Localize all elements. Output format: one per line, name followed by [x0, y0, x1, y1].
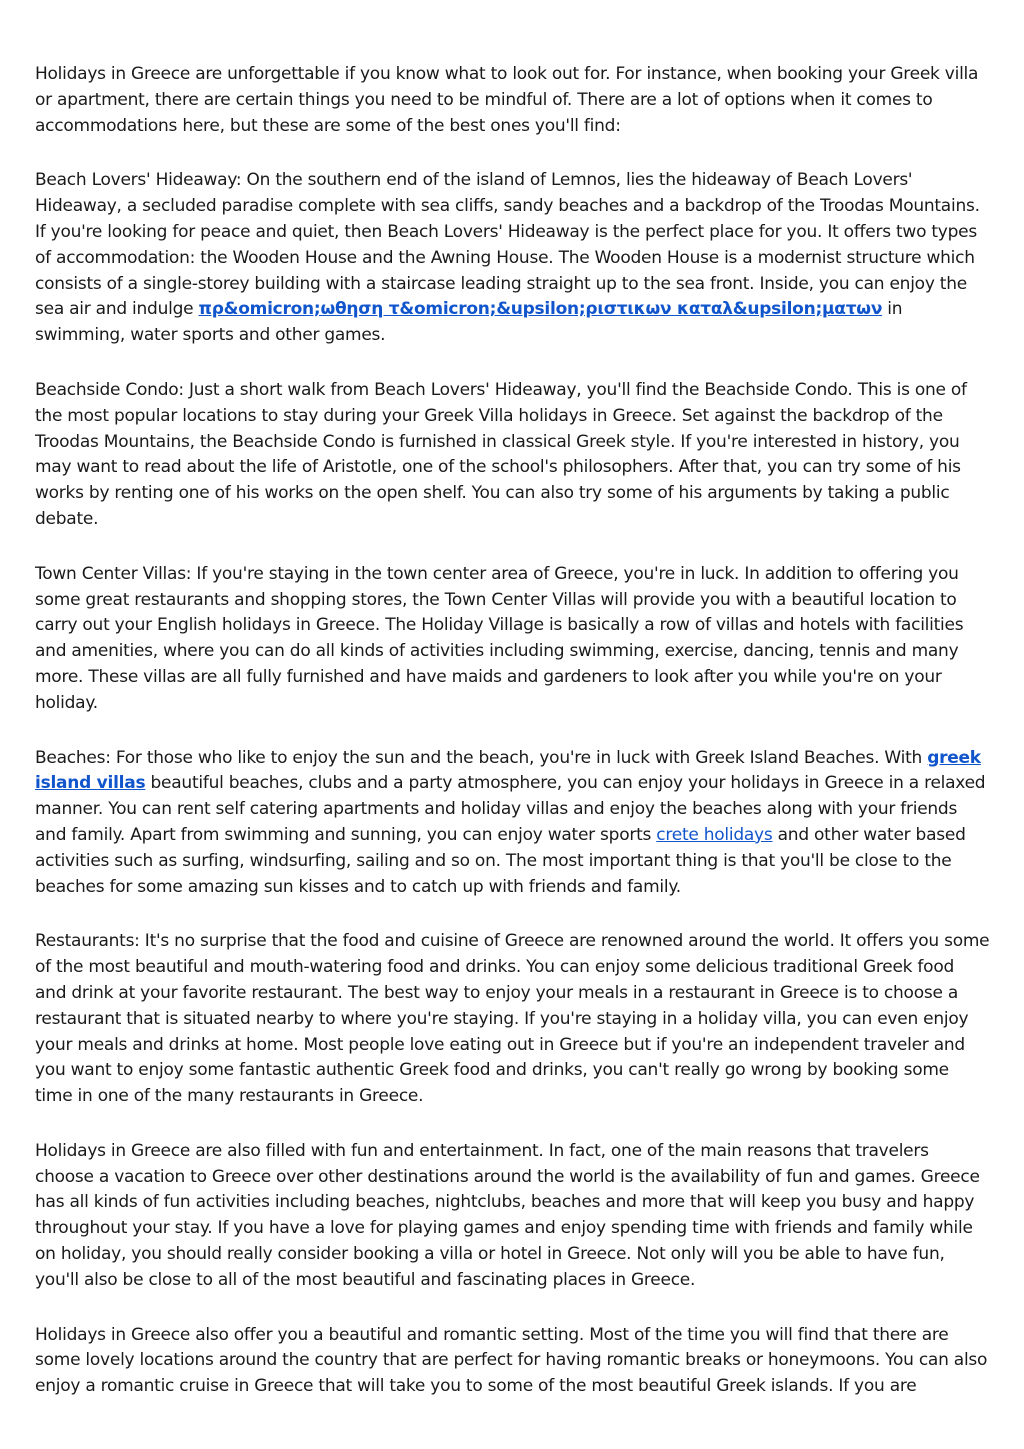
paragraph-text: beautiful beaches, clubs and a party atmosphere, you can enjoy your holidays in Greece in a relaxed manner. You can rent self catering apartments and holiday villas and enjoy the beaches along with your friends and family. Apart from swimming and sunning, you can enjoy water sports	[35, 773, 986, 845]
fun-entertainment-paragraph: Holidays in Greece are also filled with fun and entertainment. In fact, one of the main reasons that travelers choose a vacation to Greece over other destinations around the world is the availability of fun and games. Greece has all kinds of fun activities including beaches, nightclubs, beaches and more that will keep you busy and happy throughout your stay. If you have a love for playing games and enjoy spending time with friends and family while on holiday, you should really consider booking a villa or hotel in Greece. Not only will you be able to have fun, you'll also be close to all of the most beautiful and fascinating places in Greece.	[35, 1140, 980, 1290]
greek-tourism-link[interactable]: πρ&omicron;ωθηση τ&omicron;&upsilon;ριστικων καταλ&upsilon;ματων	[198, 299, 883, 320]
crete-holidays-link[interactable]: crete holidays	[656, 824, 773, 845]
greek-island-villas-link[interactable]: greek island villas	[35, 747, 981, 794]
paragraph-text: in swimming, water sports and other games.	[35, 299, 903, 346]
paragraph-text: Beaches: For those who like to enjoy the sun and the beach, you're in luck with Greek Island Beaches. With	[35, 747, 928, 768]
romantic-setting-paragraph: Holidays in Greece also offer you a beautiful and romantic setting. Most of the time you will find that there are some lovely locations around the country that are perfect for having romantic breaks or honeymoons. You can also enjoy a romantic cruise in Greece that will take you to some of the most beautiful Greek islands. If you are	[35, 1324, 988, 1397]
beaches-paragraph	[35, 746, 990, 901]
town-center-villas-paragraph: Town Center Villas: If you're staying in the town center area of Greece, you're in luck. In addition to offering you some great restaurants and shopping stores, the Town Center Villas will provide you with a beautiful location to carry out your English holidays in Greece. The Holiday Village is basically a row of villas and hotels with facilities and amenities, where you can do all kinds of activities including swimming, exercise, dancing, tennis and many more. These villas are all fully furnished and have maids and gardeners to look after you while you're on your holiday.	[35, 563, 964, 713]
document-body	[35, 62, 990, 1400]
paragraph-text: Beach Lovers' Hideaway: On the southern end of the island of Lemnos, lies the hideaway of Beach Lovers' Hideaway, a secluded paradise complete with sea cliffs, sandy beaches and a backdrop of the Troodas Mountains. If you're looking for peace and quiet, then Beach Lovers' Hideaway is the perfect place for you. It offers two types of accommodation: the Wooden House and the Awning House. The Wooden House is a modernist structure which consists of a single-storey building with a staircase leading straight up to the sea front. Inside, you can enjoy the sea air and indulge	[35, 170, 980, 320]
restaurants-paragraph: Restaurants: It's no surprise that the food and cuisine of Greece are renowned around the world. It offers you some of the most beautiful and mouth-watering food and drinks. You can enjoy some delicious traditional Greek food and drink at your favorite restaurant. The best way to enjoy your meals in a restaurant in Greece is to choose a restaurant that is situated nearby to where you're staying. If you're staying in a holiday villa, you can even enjoy your meals and drinks at home. Most people love eating out in Greece but if you're an independent traveler and you want to enjoy some fantastic authentic Greek food and drinks, you can't really go wrong by booking some time in one of the many restaurants in Greece.	[35, 931, 990, 1107]
beach-lovers-hideaway-paragraph	[35, 168, 990, 349]
intro-paragraph: Holidays in Greece are unforgettable if you know what to look out for. For instance, when booking your Greek villa or apartment, there are certain things you need to be mindful of. There are a lot of options when it comes to accommodations here, but these are some of the best ones you'll find:	[35, 64, 979, 136]
paragraph-text: and other water based activities such as surfing, windsurfing, sailing and so on. The most important thing is that you'll be close to the beaches for some amazing sun kisses and to catch up with friends and family.	[35, 824, 966, 897]
beachside-condo-paragraph: Beachside Condo: Just a short walk from Beach Lovers' Hideaway, you'll find the Beachside Condo. This is one of the most popular locations to stay during your Greek Villa holidays in Greece. Set against the backdrop of the Troodas Mountains, the Beachside Condo is furnished in classical Greek style. If you're interested in history, you may want to read about the life of Aristotle, one of the school's philosophers. After that, you can try some of his works by renting one of his works on the open shelf. You can also try some of his arguments by taking a public debate.	[35, 379, 967, 529]
